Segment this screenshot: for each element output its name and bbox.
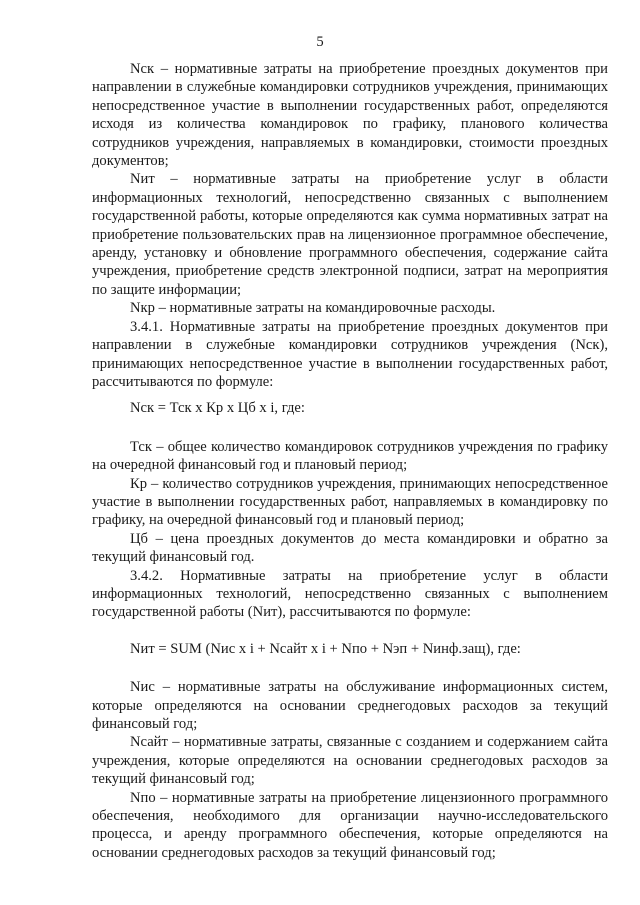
spacer xyxy=(92,658,608,678)
paragraph-tsb-definition: Цб – цена проездных документов до места командировки и обратно за текущий финансовый год. xyxy=(92,530,608,566)
spacer xyxy=(92,391,608,399)
paragraph-nit-definition: Nит – нормативные затраты на приобретение услуг в области информационных технологий, непосредственно связанных с выполнением государственной работы, которые определяются как сумма нормативных затрат на приобретение пользовательских прав на лицензионное программное обеспечение, аренду, установку и обновление программного обеспечения, содержание сайта учреждения, приобретение средств электронной подписи, затрат на мероприятия по защите информации; xyxy=(92,171,608,298)
paragraph-nsait-definition: Nсайт – нормативные затраты, связанные с созданием и содержанием сайта учреждения, которые определяются на основании среднегодовых расходов за текущий финансовый год; xyxy=(92,734,608,788)
paragraph-nis-definition: Nис – нормативные затраты на обслуживание информационных систем, которые определяются на основании среднегодовых расходов за текущий финансовый год; xyxy=(92,679,608,732)
formula-nit: Nит = SUM (Nис х i + Nсайт х i + Nпо + Nэп + Nинф.защ), где: xyxy=(130,640,521,657)
page-number: 5 xyxy=(316,34,324,50)
paragraph-kr-definition: Кр – количество сотрудников учреждения, принимающих непосредственное участие в выполнении государственных работ, направляемых в командировку по графику, на очередной финансовый год и плановый период; xyxy=(92,475,608,529)
paragraph-nkr-definition: Nкр – нормативные затраты на командировочные расходы. xyxy=(130,300,496,317)
formula-nsk: Nск = Тск х Кр х Цб х i, где: xyxy=(130,400,305,417)
spacer xyxy=(92,622,608,640)
paragraph-nsk-definition: Nск – нормативные затраты на приобретение проездных документов при направлении в служебные командировки сотрудников учреждения, принимающих непосредственное участие в выполнении государственных работ, определяются исходя из количества командировок по графику, планового количества сотрудников учреждения, направляемых в командировки, стоимости проездных документов; xyxy=(92,61,608,170)
paragraph-3-4-2: 3.4.2. Нормативные затраты на приобретение услуг в области информационных технологий, непосредственно связанных с выполнением государственной работы (Nит), рассчитываются по формуле: xyxy=(92,567,608,621)
paragraph-3-4-1: 3.4.1. Нормативные затраты на приобретение проездных документов при направлении в служебные командировки сотрудников учреждения (Nск), принимающих непосредственное участие в выполнении государственных работ, рассчитываются по формуле: xyxy=(92,318,608,390)
spacer xyxy=(92,418,608,438)
paragraph-npo-definition: Nпо – нормативные затраты на приобретение лицензионного программного обеспечения, необходимого для организации научно-исследовательского процесса, и аренду программного обеспечения, которые определяются на основании среднегодовых расходов за текущий финансовый год; xyxy=(92,789,608,861)
paragraph-tsk-definition: Тск – общее количество командировок сотрудников учреждения по графику на очередной финансовый год и плановый период; xyxy=(92,438,608,474)
document-body xyxy=(92,60,608,862)
